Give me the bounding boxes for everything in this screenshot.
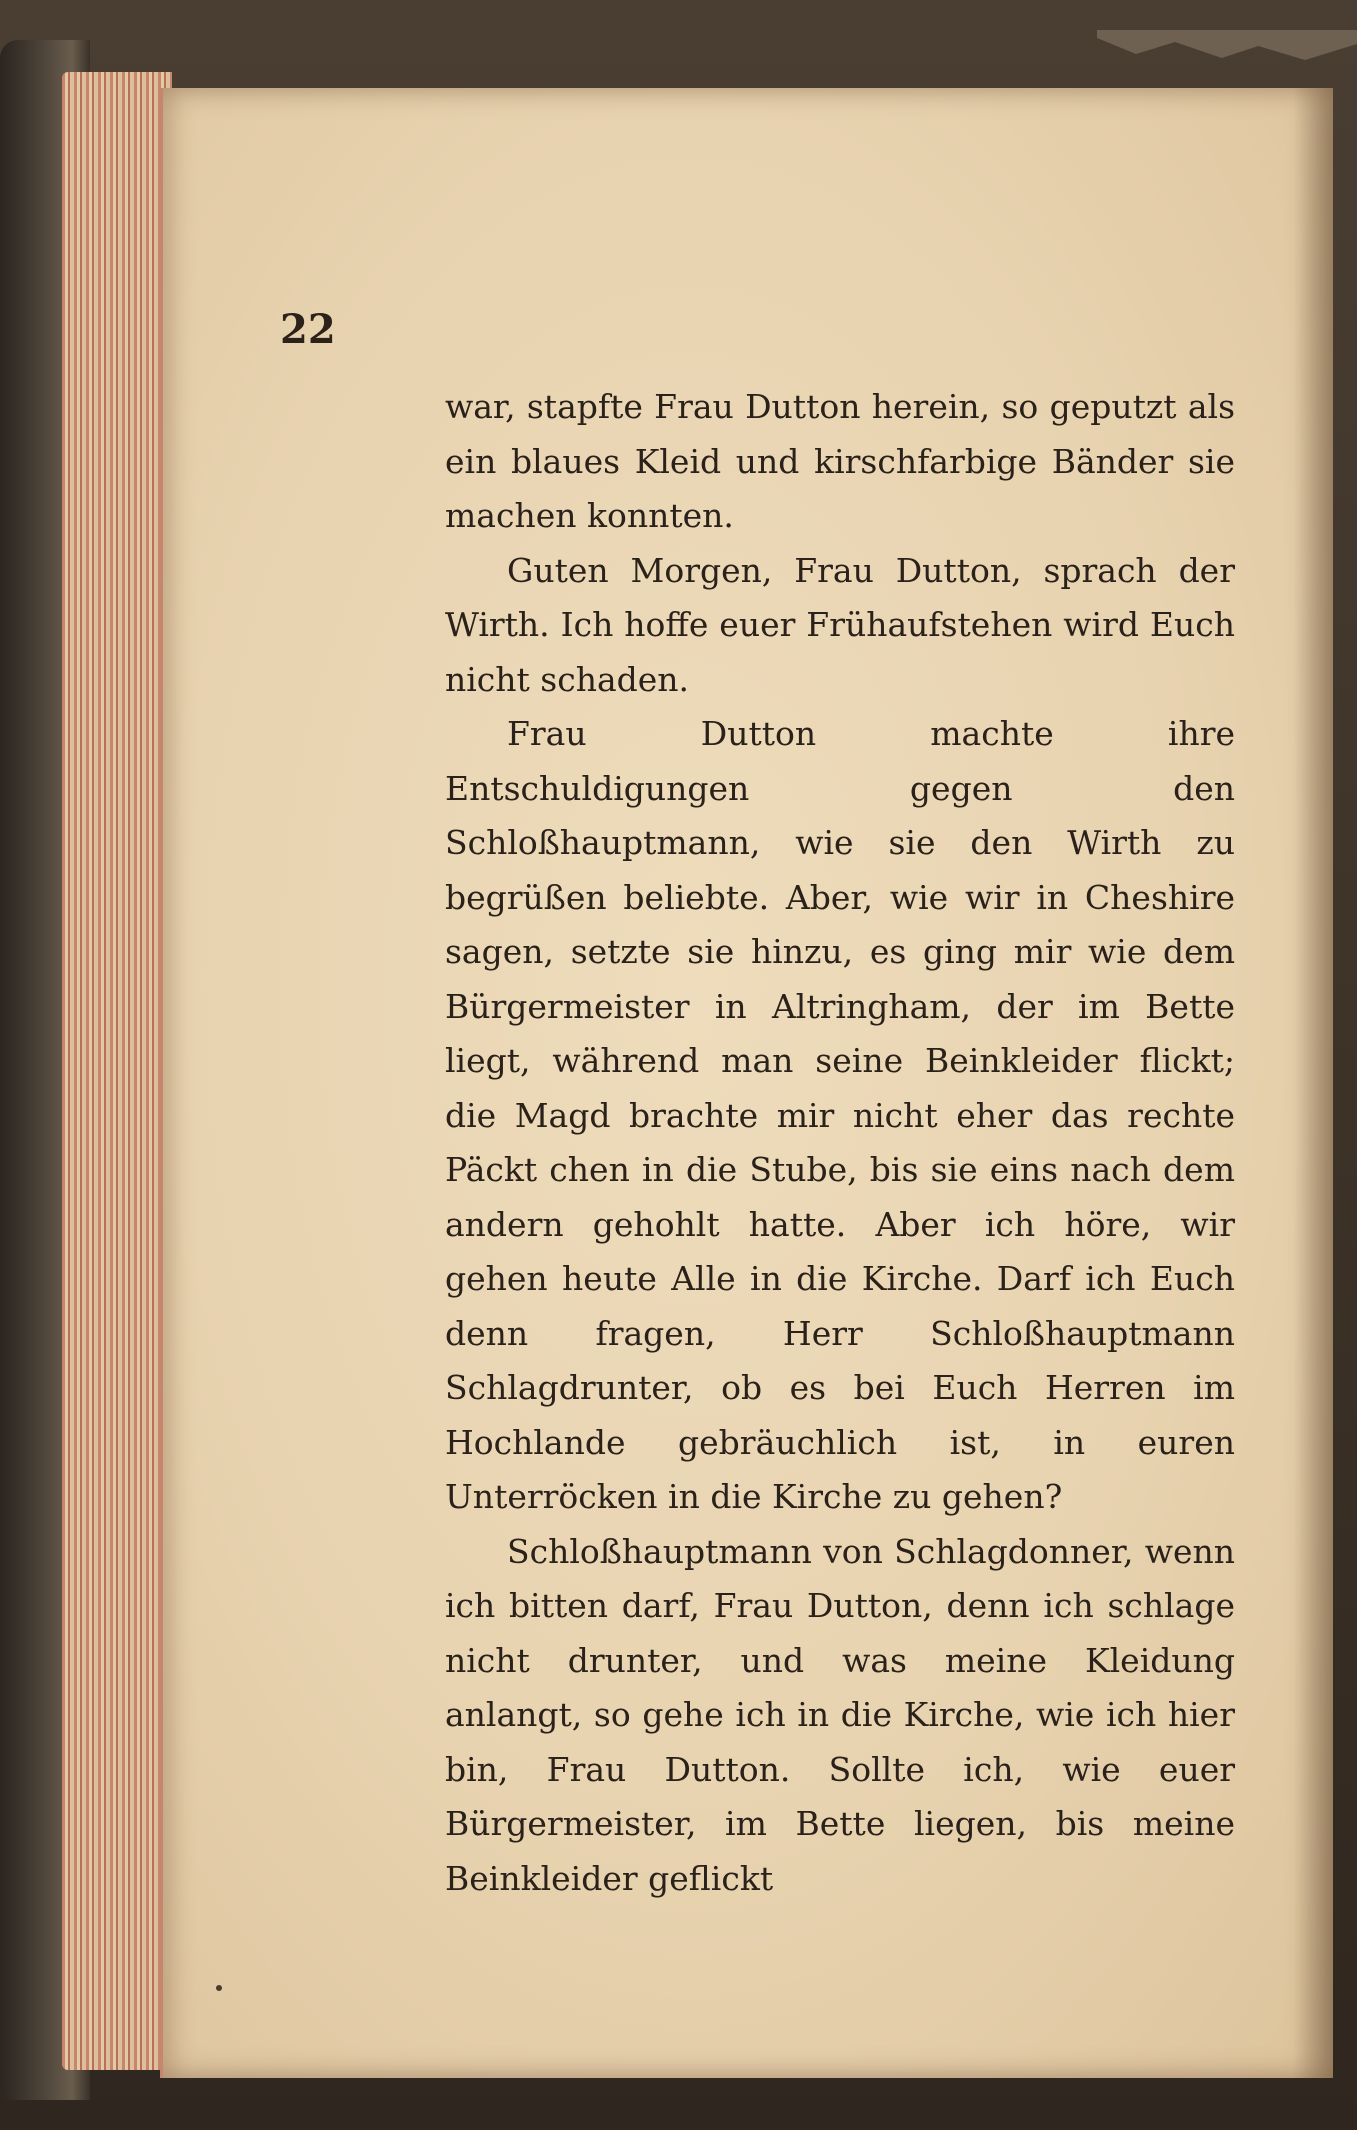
paragraph-3: Frau Dutton machte ihre Entschuldigungen gegen den Schloßhauptmann, wie sie den Wirth zu begrüßen beliebte. Aber, wie wir in Cheshire sagen, setzte sie hinzu, es ging mir wie dem Bürgermeister in Altringham, der im Bette liegt, während man seine Beinkleider flickt; die Magd brachte mir nicht eher das rechte Päckt chen in die Stube, bis sie eins nach dem andern gehohlt hatte. Aber ich höre, wir gehen heute Alle in die Kirche. Darf ich Euch denn fragen, Herr Schloßhauptmann Schlagdrunter, ob es bei Euch Herren im Hochlande gebräuchlich ist, in euren Unterröcken in die Kirche zu gehen? xyxy=(445,714,1235,1516)
paragraph-1: war, stapfte Frau Dutton herein, so geputzt als ein blaues Kleid und kirschfarbige Bänder sie machen konnten. xyxy=(445,387,1235,535)
paragraph-2: Guten Morgen, Frau Dutton, sprach der Wirth. Ich hoffe euer Frühaufstehen wird Euch nicht schaden. xyxy=(445,550,1235,699)
paragraph-4: Schloßhauptmann von Schlagdonner, wenn ich bitten darf, Frau Dutton, denn ich schlage nicht drunter, und was meine Kleidung anlangt, so gehe ich in die Kirche, wie ich hier bin, Frau Dutton. Sollte ich, wie euer Bürgermeister, im Bette liegen, bis meine Beinkleider geflickt xyxy=(445,1531,1235,1898)
body-text xyxy=(445,380,1235,1906)
page-edges xyxy=(62,72,172,2070)
page-number: 22 xyxy=(280,306,336,353)
ink-speck xyxy=(216,1985,222,1991)
torn-cover-edge xyxy=(1097,30,1357,70)
gutter-shadow xyxy=(1293,88,1333,2078)
